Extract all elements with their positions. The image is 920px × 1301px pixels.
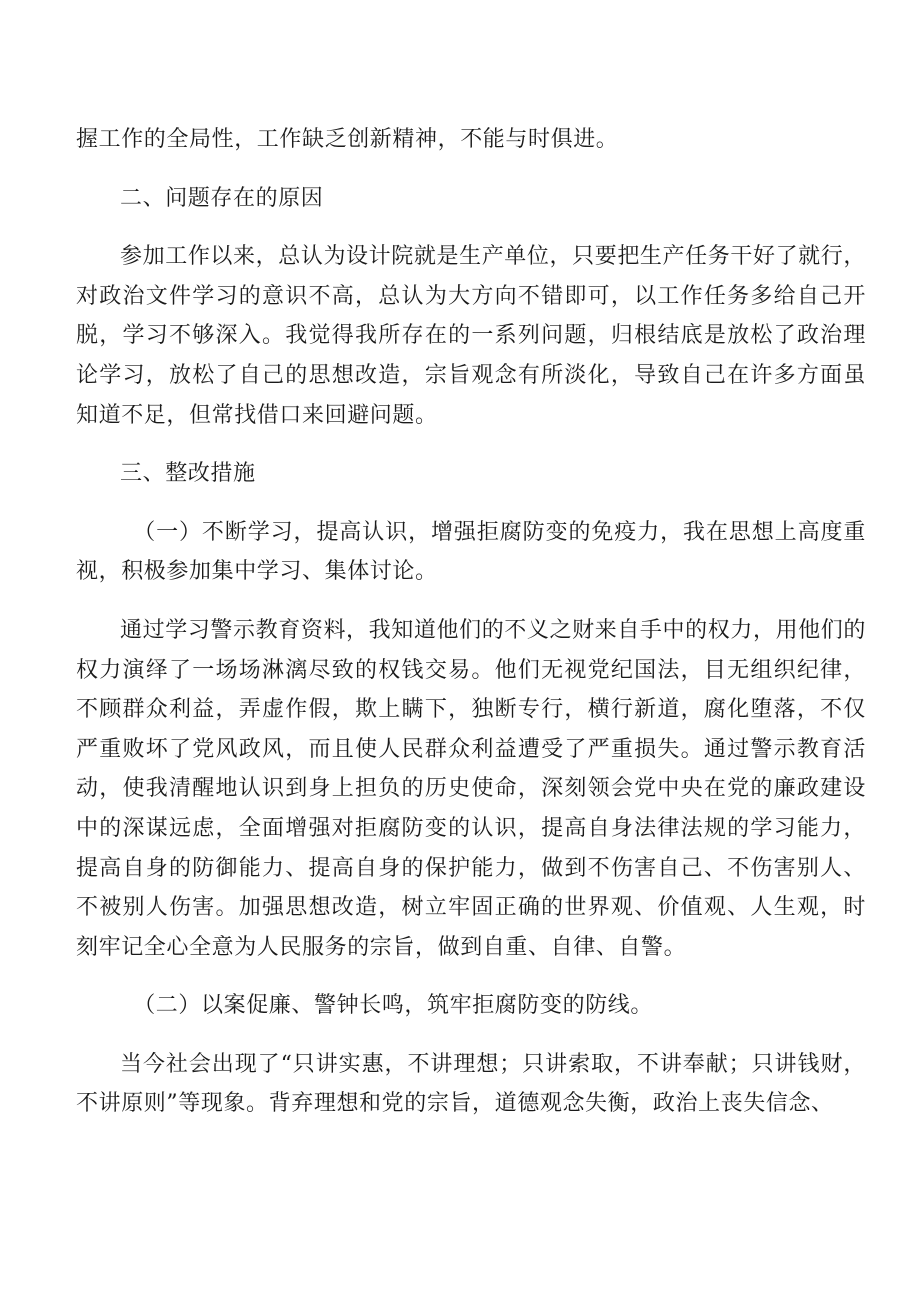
subheading-continuous-learning: （一）不断学习，提高认识，增强拒腐防变的免疫力，我在思想上高度重视，积极参加集中学习、集体讨论。 [76, 519, 866, 585]
section-heading-causes: 二、问题存在的原因 [120, 185, 324, 211]
paragraph-social-phenomena: 当今社会出现了“只讲实惠，不讲理想；只讲索取，不讲奉献；只讲钱财，不讲原则”等现象。背弃理想和党的宗旨，道德观念失衡，政治上丧失信念、 [76, 1051, 866, 1117]
paragraph-causes: 参加工作以来，总认为设计院就是生产单位，只要把生产任务干好了就行，对政治文件学习的意识不高，总认为大方向不错即可，以工作任务多给自己开脱，学习不够深入。我觉得我所存在的一系列问题，归根结底是放松了政治理论学习，放松了自己的思想改造，宗旨观念有所淡化，导致自己在许多方面虽知道不足，但常找借口来回避问题。 [76, 244, 866, 428]
paragraph-continuation: 握工作的全局性，工作缺乏创新精神，不能与时俱进。 [76, 127, 619, 152]
paragraph-warning-education: 通过学习警示教育资料，我知道他们的不义之财来自手中的权力，用他们的权力演绎了一场场淋漓尽致的权钱交易。他们无视党纪国法，目无组织纪律，不顾群众利益，弄虚作假，欺上瞒下，独断专行，横行新道，腐化堕落，不仅严重败坏了党风政风，而且使人民群众利益遭受了严重损失。通过警示教育活动，使我清醒地认识到身上担负的历史使命，深刻领会党中央在党的廉政建设中的深谋远虑，全面增强对拒腐防变的认识，提高自身法律法规的学习能力，提高自身的防御能力、提高自身的保护能力，做到不伤害自己、不伤害别人、不被别人伤害。加强思想改造，树立牢固正确的世界观、价值观、人生观，时刻牢记全心全意为人民服务的宗旨，做到自重、自律、自警。 [76, 617, 866, 960]
section-heading-measures: 三、整改措施 [120, 461, 256, 487]
document-body [76, 120, 866, 1124]
subheading-case-promotion: （二）以案促廉、警钟长鸣，筑牢拒腐防变的防线。 [133, 993, 653, 1019]
